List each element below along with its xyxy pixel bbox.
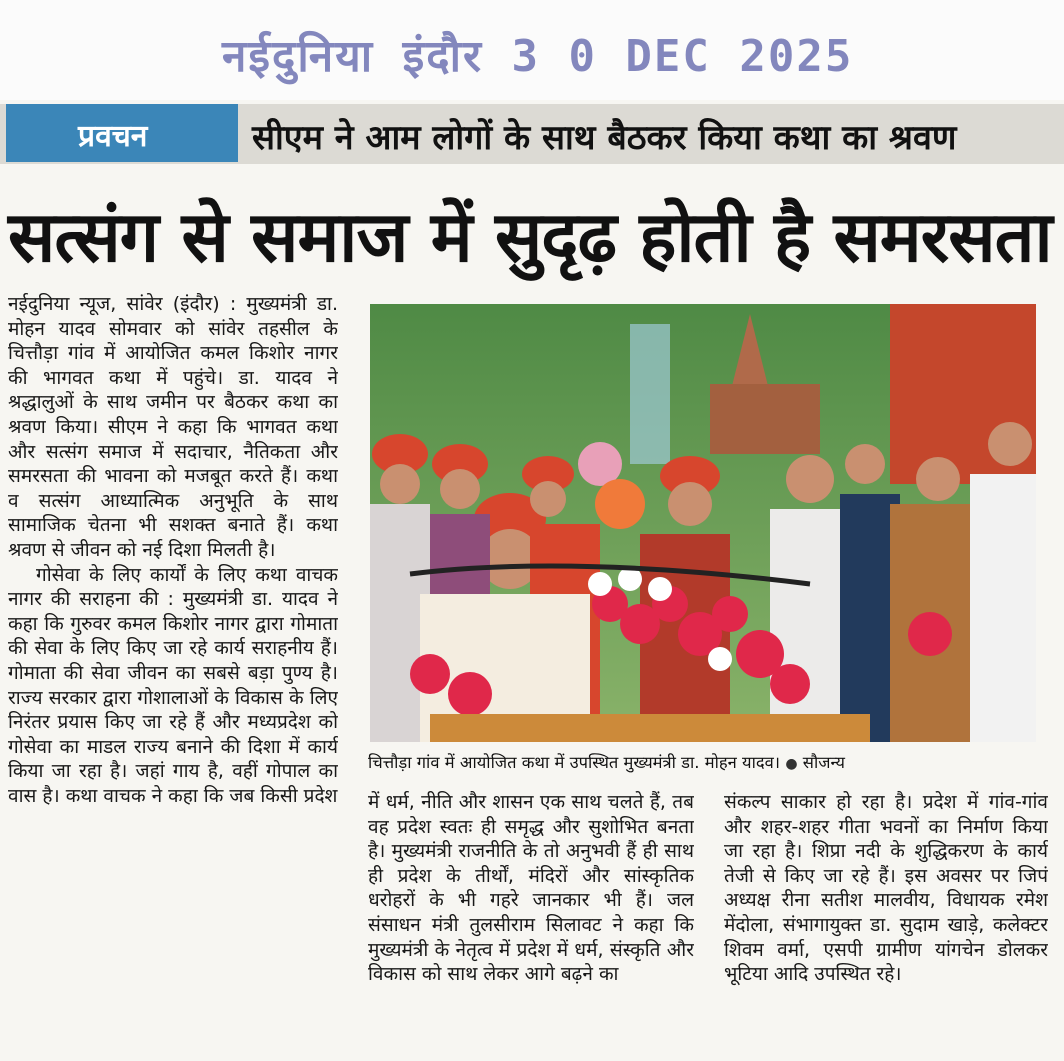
article-column-left (8, 292, 338, 1057)
article-column-right (724, 790, 1048, 1060)
section-label: प्रवचन (78, 119, 148, 154)
stamp-text: नईदुनिया इंदौर 3 0 DEC 2025 (222, 31, 854, 82)
article-paragraph: गोसेवा के लिए कार्यों के लिए कथा वाचक नागर की सराहना की : मुख्यमंत्री डा. यादव ने कहा कि गुरुवर कमल किशोर नागर द्वारा गोमाता की सेवा के लिए किए जा रहे कार्य सराहनीय हैं। गोमाता की सेवा जीवन का सबसे बड़ा पुण्य है। राज्य सरकार द्वारा गोशालाओं के विकास के लिए निरंतर प्रयास किए जा रहे हैं और मध्यप्रदेश को गोसेवा का माडल राज्य बनाने की दिशा में कार्य किया जा रहा है। जहां गाय है, वहीं गोपाल का वास है। कथा वाचक ने कहा कि जब किसी प्रदेश (8, 563, 338, 807)
main-headline: सत्संग से समाज में सुदृढ़ होती है समरसता (8, 195, 1052, 278)
section-tag (6, 104, 238, 162)
article-column-middle (368, 790, 694, 1060)
event-photo (370, 304, 1036, 742)
photo-caption (368, 750, 1048, 773)
photo-illustration (370, 304, 1036, 742)
kicker-headline: सीएम ने आम लोगों के साथ बैठकर किया कथा का श्रवण (252, 118, 957, 158)
date-stamp (0, 0, 1064, 100)
article-paragraph: नईदुनिया न्यूज, सांवेर (इंदौर) : मुख्यमंत्री डा. मोहन यादव सोमवार को सांवेर तहसील के चित्तौड़ा गांव में आयोजित कमल किशोर नागर की भागवत कथा में पहुंचे। डा. यादव ने श्रद्धालुओं के साथ जमीन पर बैठकर कथा का श्रवण किया। सीएम ने कहा कि भागवत कथा और सत्संग समाज में सदाचार, नैतिकता और समरसता की भावना को मजबूत करते हैं। कथा व सत्संग आध्यात्मिक अनुभूति के साथ सामाजिक चेतना भी सशक्त बनाते हैं। कथा श्रवण से जीवन को नई दिशा मिलती है। (8, 293, 338, 561)
article-paragraph: में धर्म, नीति और शासन एक साथ चलते हैं, तब वह प्रदेश स्वतः ही समृद्ध और सुशोभित बनता है। मुख्यमंत्री राजनीति के तो अनुभवी हैं ही साथ ही प्रदेश के तीर्थों, मंदिरों और सांस्कृतिक धरोहरों के भी गहरे जानकार भी हैं। जल संसाधन मंत्री तुलसीराम सिलावट ने कहा कि मुख्यमंत्री के नेतृत्व में प्रदेश में धर्म, संस्कृति और विकास को साथ लेकर आगे बढ़ने का (368, 791, 694, 986)
credit-dot-icon: ● (785, 756, 798, 772)
caption-text: चित्तौड़ा गांव में आयोजित कथा में उपस्थित मुख्यमंत्री डा. मोहन यादव। (368, 753, 781, 772)
article-paragraph: संकल्प साकार हो रहा है। प्रदेश में गांव-गांव और शहर-शहर गीता भवनों का निर्माण किया जा रहा है। शिप्रा नदी के शुद्धिकरण के कार्य तेजी से किए जा रहे हैं। इस अवसर पर जिपं अध्यक्ष रीना सतीश मालवीय, विधायक रमेश मेंदोला, संभागायुक्त डा. सुदाम खाड़े, कलेक्टर शिवम वर्मा, एसपी ग्रामीण यांगचेन डोलकर भूटिया आदि उपस्थित रहे। (724, 791, 1048, 986)
photo-credit: सौजन्य (802, 753, 845, 772)
